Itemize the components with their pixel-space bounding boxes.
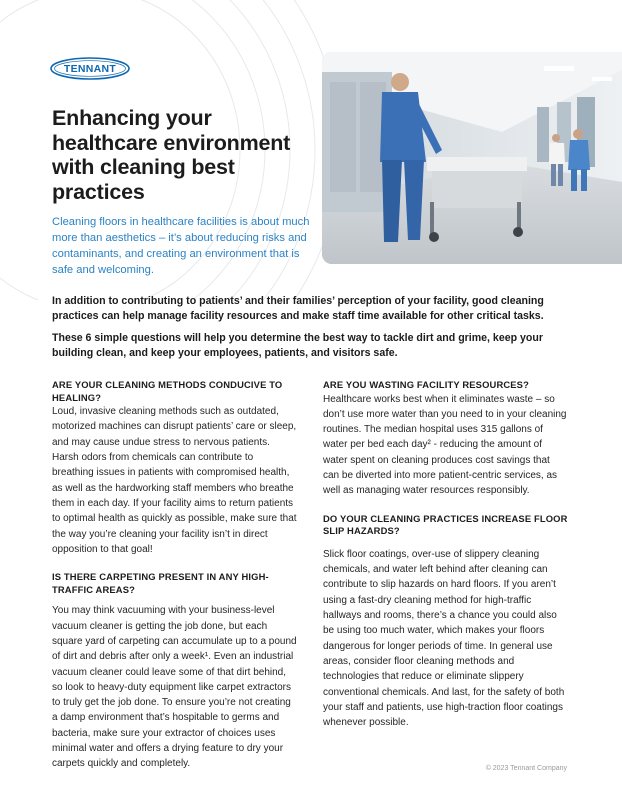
section-body: Healthcare works best when it eliminates waste – so don’t use more water than you need to in your cleaning routines. The median hospital uses 315 gallons of water per bed each day² - reducing the amount of water spent on cleaning produces cost savings that can be diverted into more patient-centric services, as well as managing water resources responsibly. xyxy=(323,393,567,497)
left-column xyxy=(52,379,297,772)
section-heading: ARE YOUR CLEANING METHODS CONDUCIVE TO HEALING? xyxy=(52,379,283,403)
section-body: Loud, invasive cleaning methods such as outdated, motorized machines can disrupt patients’ care or sleep, and may cause undue stress to nervous patients. Harsh odors from chemicals can contribute to breathing issues in patients with compromised health, as well as the hardworking staff members who breathe them in each day. If your facility aims to return patients to optimal health as quickly as possible, make sure that the way you’re cleaning your facility isn’t in direct opposition to that goal! xyxy=(52,406,297,555)
intro-paragraph-1: In addition to contributing to patients’ and their families’ perception of your facility, good cleaning practices can help manage facility resources and make staff time available for other critical tasks. xyxy=(52,295,544,323)
page-title: Enhancing your healthcare environment with cleaning best practices xyxy=(52,106,291,204)
copyright-footer: © 2023 Tennant Company xyxy=(485,765,567,772)
tennant-logo xyxy=(50,57,130,80)
section-body: Slick floor coatings, over-use of slippery cleaning chemicals, and water left behind after cleaning can contribute to slip hazards on hard floors. If you aren’t using a fast-dry cleaning method for high-traffic hallways and rooms, there’s a chance you could also be using too much water, which makes your floors dangerous for longer periods of time. In general use areas, consider floor cleaning methods and technologies that reduce or eliminate slippery conventional chemicals. And last, for the safety of both your staff and patients, use high-traction floor coatings whenever possible. xyxy=(323,548,565,729)
section-heading: IS THERE CARPETING PRESENT IN ANY HIGH-TRAFFIC AREAS? xyxy=(52,571,269,595)
lede-paragraph: Cleaning floors in healthcare facilities is about much more than aesthetics – it’s about reducing risks and contaminants, and creating an environment that is safe and welcoming. xyxy=(52,216,310,276)
hospital-corridor-photo xyxy=(322,52,622,264)
intro-paragraph-2: These 6 simple questions will help you determine the best way to tackle dirt and grime, keep your building clean, and keep your employees, patients, and visitors safe. xyxy=(52,332,543,360)
right-column xyxy=(323,379,568,730)
section-body: You may think vacuuming with your business-level vacuum cleaner is getting the job done, but each square yard of carpeting can accumulate up to a pound of dirt and debris after only a week¹. Even an industrial vacuum cleaner could leave some of that dirt behind, so look to heavy-duty equipment like carpet extractors to truly get the job done. To ensure you’re not creating a damp environment that’s hospitable to germs and bacteria, make sure your extractor of choices uses minimal water and offers a drying feature to dry your carpets quickly and completely. xyxy=(52,605,297,770)
logo-text: TENNANT xyxy=(63,63,117,76)
section-heading: ARE YOU WASTING FACILITY RESOURCES? xyxy=(323,379,529,390)
section-heading: DO YOUR CLEANING PRACTICES INCREASE FLOOR SLIP HAZARDS? xyxy=(323,512,568,537)
